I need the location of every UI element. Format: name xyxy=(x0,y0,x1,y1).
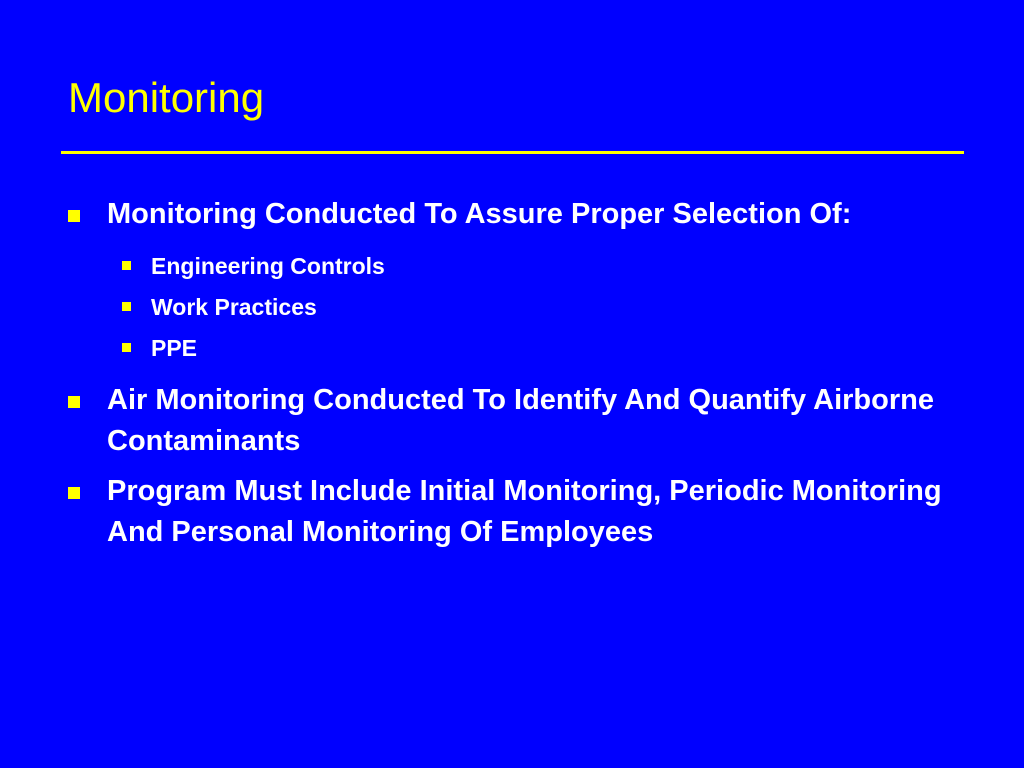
square-bullet-icon xyxy=(122,343,131,352)
bullet-item-selection xyxy=(68,194,968,369)
sub-bullet-item-work-practices xyxy=(107,287,968,328)
bullet-text: Monitoring Conducted To Assure Proper Selection Of: xyxy=(107,198,852,230)
square-bullet-icon xyxy=(122,302,131,311)
title-divider xyxy=(61,151,964,154)
bullet-item-program-requirements xyxy=(68,471,968,553)
slide-content xyxy=(68,194,968,553)
square-bullet-icon xyxy=(122,261,131,270)
bullet-text: Air Monitoring Conducted To Identify And Quantify Airborne Contaminants xyxy=(107,384,934,457)
sub-bullet-text: Engineering Controls xyxy=(151,253,385,279)
square-bullet-icon xyxy=(68,210,80,222)
bullet-item-air-monitoring xyxy=(68,380,968,462)
sub-bullet-item-ppe xyxy=(107,328,968,369)
square-bullet-icon xyxy=(68,487,80,499)
square-bullet-icon xyxy=(68,396,80,408)
sub-bullet-item-engineering-controls xyxy=(107,246,968,287)
sub-bullet-text: PPE xyxy=(151,335,198,361)
slide-title: Monitoring xyxy=(68,74,265,121)
sub-bullet-list xyxy=(107,246,968,369)
sub-bullet-text: Work Practices xyxy=(151,294,317,320)
bullet-text: Program Must Include Initial Monitoring, Periodic Monitoring And Personal Monitoring Of Employees xyxy=(107,475,942,548)
